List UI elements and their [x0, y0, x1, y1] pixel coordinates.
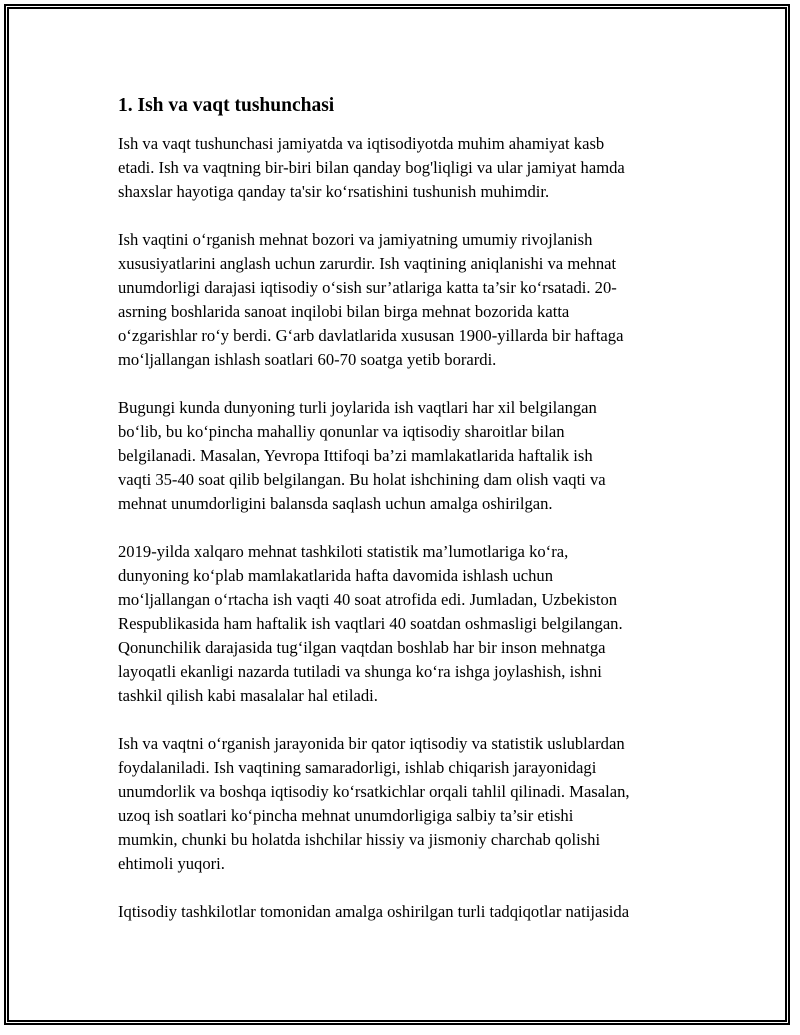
text-line: Iqtisodiy tashkilotlar tomonidan amalga oshirilgan turli tadqiqotlar natijasida: [118, 902, 630, 921]
paragraph-6: [118, 900, 688, 924]
text-line: shaxslar hayotiga qanday ta'sir ko‘rsatishini tushunish muhimdir.: [118, 182, 550, 201]
section-heading: 1. Ish va vaqt tushunchasi: [118, 95, 335, 116]
text-line: Ish va vaqtni o‘rganish jarayonida bir qator iqtisodiy va statistik uslublardan: [118, 734, 625, 753]
text-line: layoqatli ekanligi nazarda tutiladi va shunga ko‘ra ishga joylashish, ishni: [118, 662, 602, 681]
text-line: xususiyatlarini anglash uchun zarurdir. Ish vaqtining aniqlanishi va mehnat: [118, 254, 617, 273]
text-line: 2019-yilda xalqaro mehnat tashkiloti statistik ma’lumotlariga ko‘ra,: [118, 542, 569, 561]
paragraph-4: [118, 540, 688, 708]
text-line: Respublikasida ham haftalik ish vaqtlari 40 soatdan oshmasligi belgilangan.: [118, 614, 623, 633]
text-line: Ish vaqtini o‘rganish mehnat bozori va jamiyatning umumiy rivojlanish: [118, 230, 593, 249]
text-line: belgilanadi. Masalan, Yevropa Ittifoqi ba’zi mamlakatlarida haftalik ish: [118, 446, 593, 465]
text-line: mo‘ljallangan o‘rtacha ish vaqti 40 soat atrofida edi. Jumladan, Uzbekiston: [118, 590, 618, 609]
text-line: Bugungi kunda dunyoning turli joylarida ish vaqtlari har xil belgilangan: [118, 398, 597, 417]
text-line: dunyoning ko‘plab mamlakatlarida hafta davomida ishlash uchun: [118, 566, 554, 585]
text-line: mo‘ljallangan ishlash soatlari 60-70 soatga yetib borardi.: [118, 350, 497, 369]
text-line: Ish va vaqt tushunchasi jamiyatda va iqtisodiyotda muhim ahamiyat kasb: [118, 134, 605, 153]
paragraph-2: [118, 228, 688, 372]
paragraph-3: [118, 396, 688, 516]
text-line: unumdorligi darajasi iqtisodiy o‘sish sur’atlariga katta ta’sir ko‘rsatadi. 20-: [118, 278, 617, 297]
text-line: unumdorlik va boshqa iqtisodiy ko‘rsatkichlar orqali tahlil qilinadi. Masalan,: [118, 782, 630, 801]
text-line: ehtimoli yuqori.: [118, 854, 225, 873]
text-line: asrning boshlarida sanoat inqilobi bilan birga mehnat bozorida katta: [118, 302, 570, 321]
text-line: etadi. Ish va vaqtning bir-biri bilan qanday bog'liqligi va ular jamiyat hamda: [118, 158, 625, 177]
document-body: [118, 92, 688, 948]
paragraph-1: [118, 132, 688, 204]
text-line: mehnat unumdorligini balansda saqlash uchun amalga oshirilgan.: [118, 494, 553, 513]
text-line: uzoq ish soatlari ko‘pincha mehnat unumdorligiga salbiy ta’sir etishi: [118, 806, 574, 825]
text-line: Qonunchilik darajasida tug‘ilgan vaqtdan boshlab har bir inson mehnatga: [118, 638, 606, 657]
text-line: foydalaniladi. Ish vaqtining samaradorligi, ishlab chiqarish jarayonidagi: [118, 758, 597, 777]
text-line: vaqti 35-40 soat qilib belgilangan. Bu holat ishchining dam olish vaqti va: [118, 470, 606, 489]
text-line: bo‘lib, bu ko‘pincha mahalliy qonunlar va iqtisodiy sharoitlar bilan: [118, 422, 565, 441]
paragraph-5: [118, 732, 688, 876]
text-line: mumkin, chunki bu holatda ishchilar hissiy va jismoniy charchab qolishi: [118, 830, 601, 849]
text-line: o‘zgarishlar ro‘y berdi. G‘arb davlatlarida xususan 1900-yillarda bir haftaga: [118, 326, 624, 345]
text-line: tashkil qilish kabi masalalar hal etiladi.: [118, 686, 378, 705]
